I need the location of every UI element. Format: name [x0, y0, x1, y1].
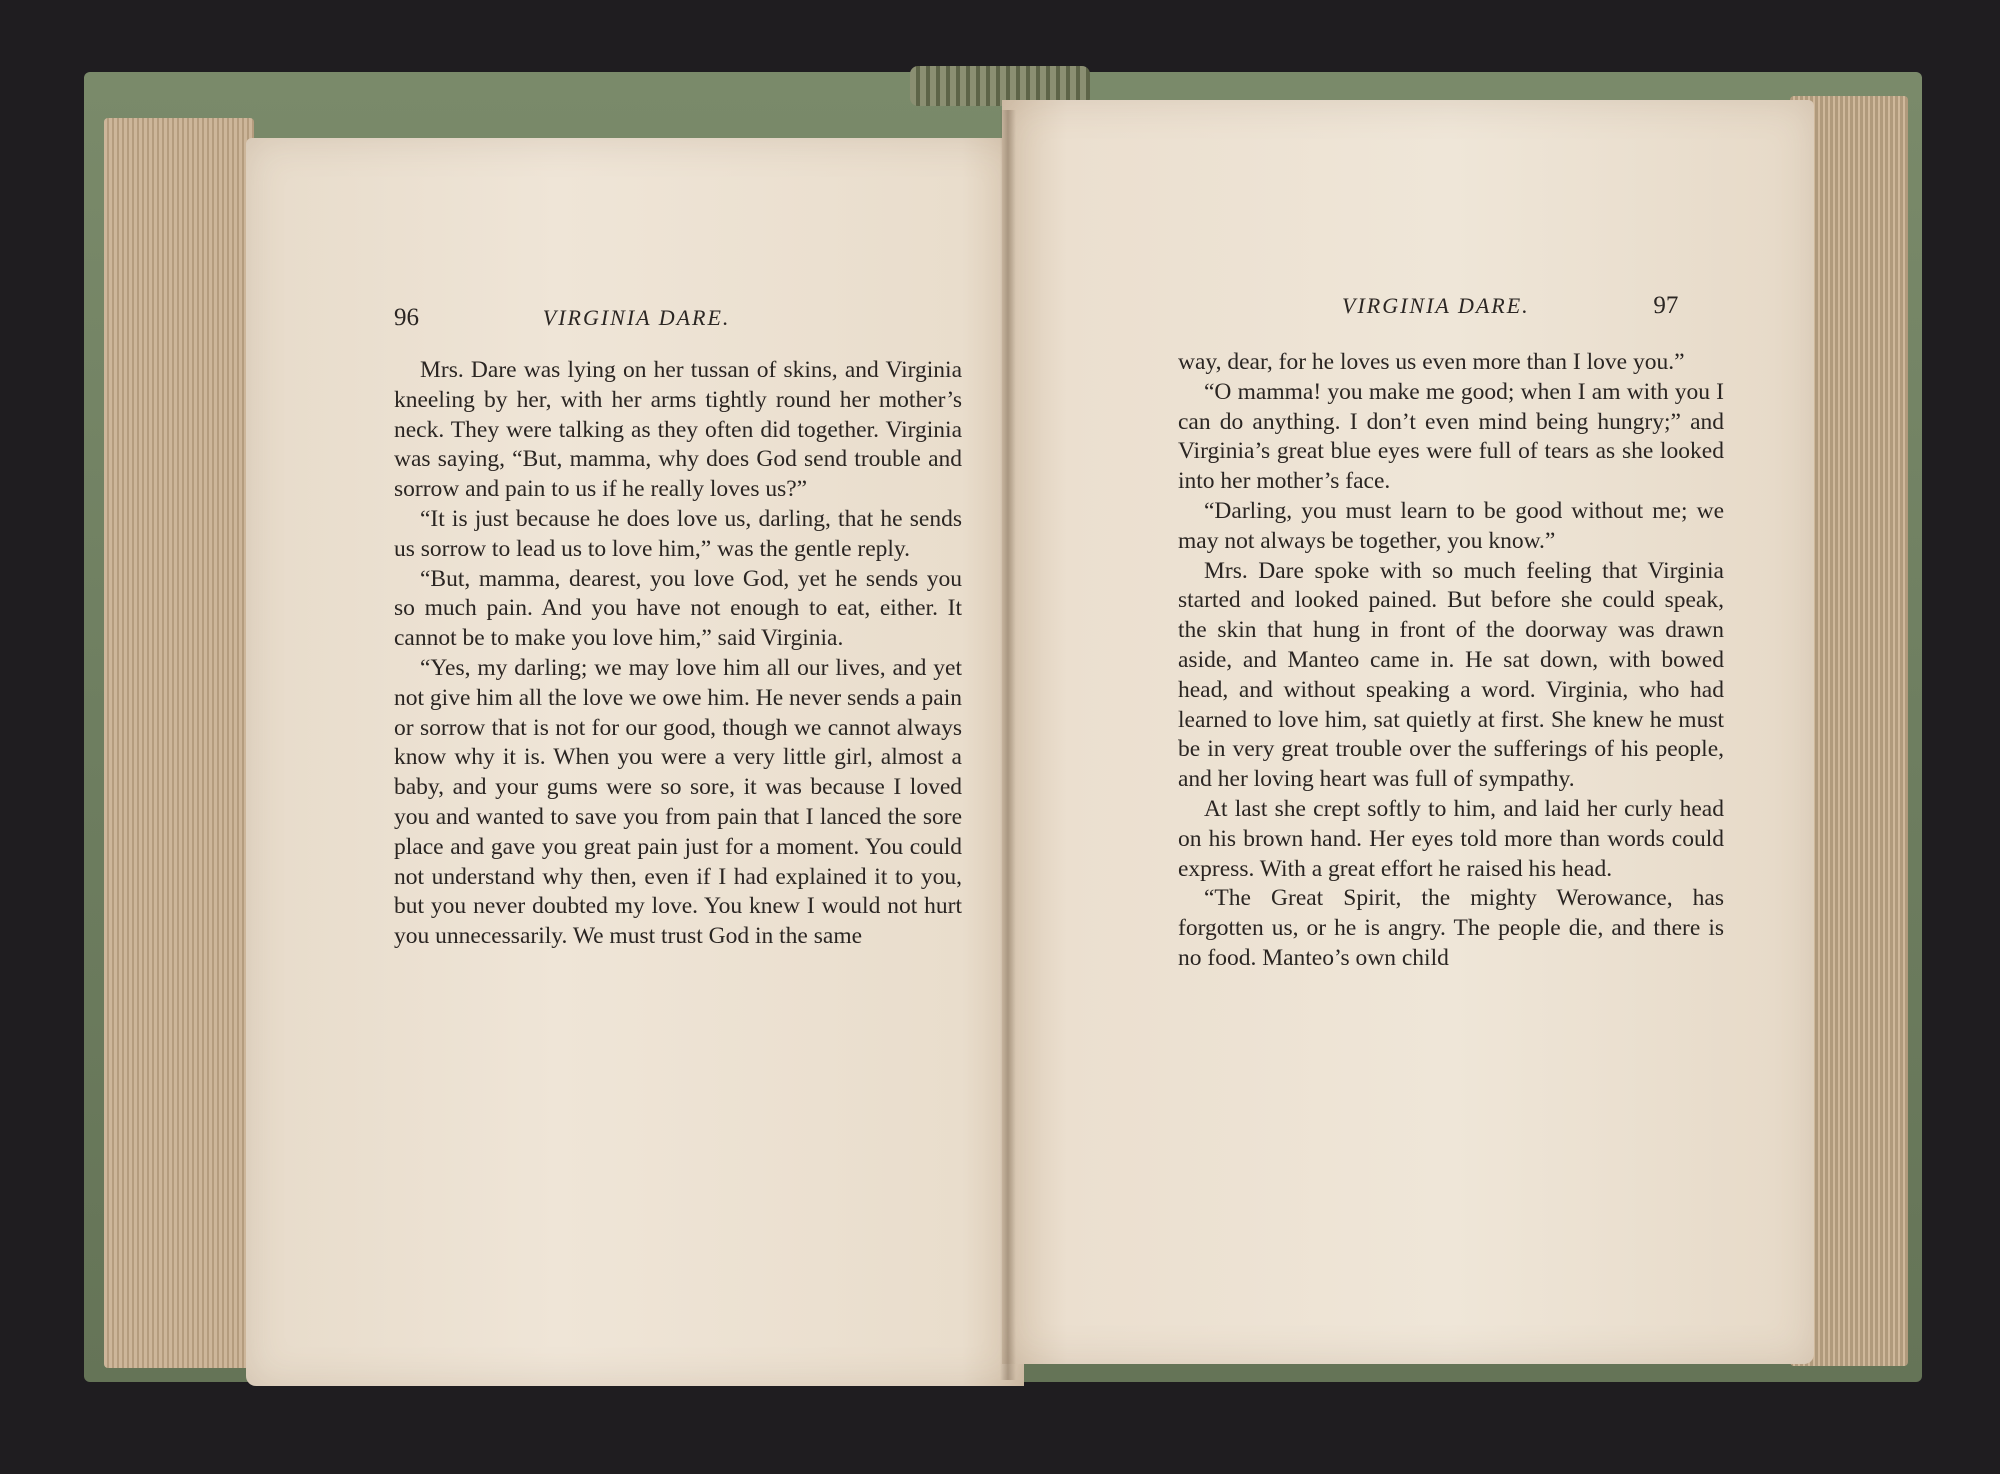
paragraph: “The Great Spirit, the mighty Werowance, has forgotten us, or he is angry. The people die, and there is no food. Manteo’s own child [1178, 885, 1724, 971]
right-page [1002, 100, 1814, 1364]
left-page-header [394, 304, 954, 332]
paragraph: “Yes, my darling; we may love him all our lives, and yet not give him all the love we owe him. He never sends a pain or sorrow that is not for our good, though we cannot always know why it is. When you were a very little girl, almost a baby, and your gums were so sore, it was because I loved you and wanted to save you from pain that I lanced the sore place and gave you great pain just for a moment. You could not understand why then, even if I had explained it to you, but you never doubted my love. You knew I would not hurt you unnecessarily. We must trust God in the same [394, 654, 962, 950]
left-running-head: VIRGINIA DARE. [542, 305, 731, 330]
left-page-text [394, 356, 962, 952]
right-page-header [1342, 292, 1782, 320]
paragraph: “O mamma! you make me good; when I am with you I can do anything. I don’t even mind being hungry;” and Virginia’s great blue eyes were full of tears as she looked into her mother’s face. [1178, 378, 1724, 495]
paragraph: Mrs. Dare was lying on her tussan of skins, and Virginia kneeling by her, with her arms tightly round her mother’s neck. They were talking as they often did together. Virginia was saying, “But, mamma, why does God send trouble and sorrow and pain to us if he really loves us?” [394, 357, 962, 503]
paragraph: Mrs. Dare spoke with so much feeling that Virginia started and looked pained. But before she could speak, the skin that hung in front of the doorway was drawn aside, and Manteo came in. He sat down, with bowed head, and without speaking a word. Virginia, who had learned to love him, sat quietly at first. She knew he must be in very great trouble over the sufferings of his people, and her loving heart was full of sympathy. [1178, 557, 1724, 793]
right-running-head: VIRGINIA DARE. [1342, 293, 1530, 318]
book-gutter [1000, 110, 1016, 1380]
paragraph: “It is just because he does love us, darling, that he sends us sorrow to lead us to love him,” was the gentle reply. [394, 505, 962, 562]
left-page [246, 138, 1024, 1386]
paragraph: way, dear, for he loves us even more than I love you.” [1178, 349, 1685, 375]
left-page-edges [104, 118, 254, 1368]
paragraph: “Darling, you must learn to be good without me; we may not always be together, you know.” [1178, 497, 1724, 554]
paragraph: At last she crept softly to him, and laid her curly head on his brown hand. Her eyes told more than words could express. With a great effort he raised his head. [1178, 795, 1724, 882]
paragraph: “But, mamma, dearest, you love God, yet he sends you so much pain. And you have not enough to eat, either. It cannot be to make you love him,” said Virginia. [394, 565, 962, 652]
right-page-number: 97 [1653, 292, 1679, 319]
left-page-number: 96 [394, 304, 419, 331]
right-page-text [1178, 348, 1724, 974]
